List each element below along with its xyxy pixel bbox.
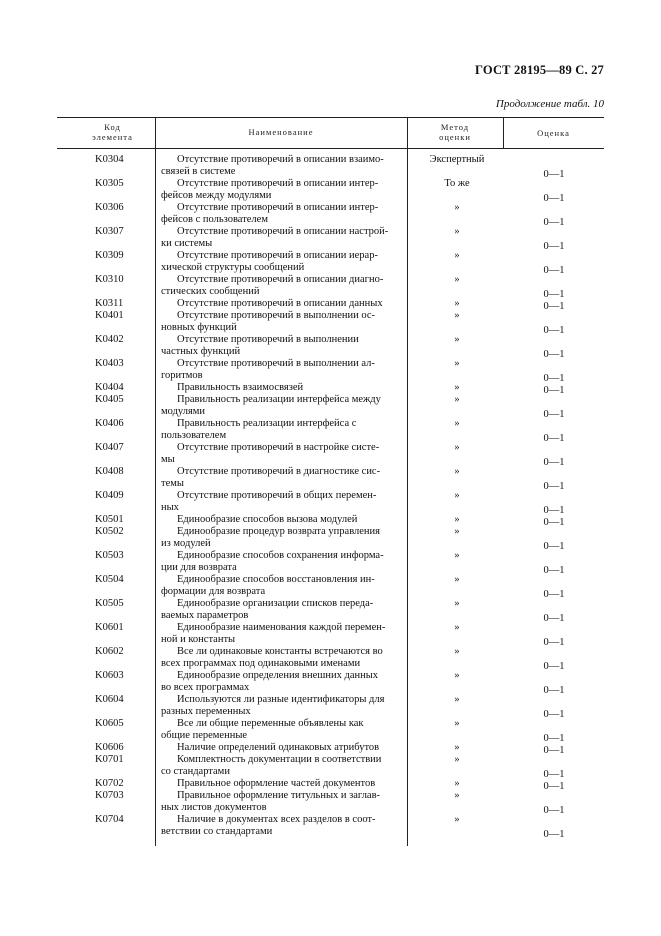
row-score: 0—1 [543,433,565,444]
row-name-line: во всех программах [161,682,250,693]
row-name-line: горитмов [161,370,203,381]
row-code: K0603 [95,670,124,681]
row-code: K0602 [95,646,124,657]
row-name [161,574,400,598]
table-header-rule [57,148,604,149]
column-divider-code [155,117,156,846]
row-score: 0—1 [543,505,565,516]
row-name [161,790,400,814]
row-name-line: новных функций [161,322,237,333]
row-score: 0—1 [543,517,565,528]
row-code: K0402 [95,334,124,345]
row-code: K0703 [95,790,124,801]
row-method: » [454,202,460,213]
row-name [161,226,400,250]
row-score: 0—1 [543,781,565,792]
row-name [161,550,400,574]
row-method: » [454,646,460,657]
row-name-line: ветствии со стандартами [161,826,273,837]
row-code: K0406 [95,418,124,429]
row-name-line: Наличие в документах всех разделов в соот- [177,814,376,825]
row-method: » [454,250,460,261]
row-name-line: формации для возврата [161,586,266,597]
row-name [161,754,400,778]
row-name [161,310,400,334]
row-name-line: Единообразие процедур возврата управления [177,526,380,537]
row-code: K0601 [95,622,124,633]
row-method: » [454,466,460,477]
row-code: K0604 [95,694,124,705]
row-method: » [454,574,460,585]
row-code: K0405 [95,394,124,405]
row-name-line: Единообразие организации списков переда- [177,598,374,609]
row-code: K0409 [95,490,124,501]
row-name-line: Отсутствие противоречий в описании интер- [177,178,379,189]
row-code: K0310 [95,274,124,285]
row-score: 0—1 [543,265,565,276]
row-name [161,358,400,382]
row-name [161,742,400,754]
row-name-line: Отсутствие противоречий в выполнении ос- [177,310,376,321]
row-code: K0307 [95,226,124,237]
row-name-line: ных листов документов [161,802,267,813]
row-code: K0702 [95,778,124,789]
row-name [161,442,400,466]
row-code: K0606 [95,742,124,753]
row-score: 0—1 [543,193,565,204]
row-score: 0—1 [543,805,565,816]
row-name-line: Все ли общие переменные объявлены как [177,718,364,729]
row-name-line: разных переменных [161,706,251,717]
row-name [161,382,400,394]
row-code: K0605 [95,718,124,729]
row-name-line: темы [161,478,184,489]
row-name-line: со стандартами [161,766,230,777]
row-name [161,814,400,838]
row-code: K0311 [95,298,124,309]
row-name-line: Все ли одинаковые константы встречаются во [177,646,383,657]
table-continuation-label: Продолжение табл. 10 [495,98,604,110]
row-code: K0306 [95,202,124,213]
row-method: » [454,490,460,501]
row-method: » [454,334,460,345]
row-name-line: Отсутствие противоречий в описании настрой- [177,226,389,237]
row-name-line: Наличие определений одинаковых атрибутов [177,742,380,753]
row-method: То же [444,178,470,189]
row-score: 0—1 [543,373,565,384]
row-name-line: Отсутствие противоречий в выполнении [177,334,359,345]
row-name-line: ки системы [161,238,213,249]
row-code: K0501 [95,514,124,525]
row-score: 0—1 [543,829,565,840]
column-header-method: Метод оценки [439,122,471,142]
row-code: K0704 [95,814,124,825]
row-name-line: Единообразие определения внешних данных [177,670,379,681]
row-name [161,334,400,358]
row-score: 0—1 [543,301,565,312]
row-name [161,274,400,298]
row-method: » [454,718,460,729]
row-score: 0—1 [543,769,565,780]
column-divider-name [407,117,408,846]
row-name-line: Правильность реализации интерфейса с [177,418,357,429]
row-code: K0304 [95,154,124,165]
row-name [161,154,400,178]
page-header: ГОСТ 28195—89 С. 27 [475,63,604,77]
row-name-line: Правильность реализации интерфейса между [177,394,381,405]
row-code: K0305 [95,178,124,189]
row-score: 0—1 [543,289,565,300]
row-name-line: Отсутствие противоречий в описании интер- [177,202,379,213]
row-name-line: ной и константы [161,634,236,645]
row-score: 0—1 [543,541,565,552]
row-name-line: Отсутствие противоречий в описании иерар- [177,250,378,261]
row-score: 0—1 [543,661,565,672]
row-name-line: хической структуры сообщений [161,262,305,273]
row-score: 0—1 [543,589,565,600]
row-method: » [454,310,460,321]
row-method: » [454,298,460,309]
row-name [161,622,400,646]
row-method: » [454,670,460,681]
row-method: » [454,418,460,429]
row-name-line: ции для возврата [161,562,237,573]
row-name-line: Отсутствие противоречий в описании диагно- [177,274,384,285]
row-code: K0505 [95,598,124,609]
row-score: 0—1 [543,325,565,336]
row-code: K0407 [95,442,124,453]
row-name [161,598,400,622]
row-method: Экспертный [429,154,485,165]
row-name-line: Отсутствие противоречий в выполнении ал- [177,358,375,369]
row-name-line: Отсутствие противоречий в настройке систе- [177,442,380,453]
row-score: 0—1 [543,241,565,252]
row-code: K0403 [95,358,124,369]
row-score: 0—1 [543,481,565,492]
row-code: K0701 [95,754,124,765]
row-method: » [454,694,460,705]
row-method: » [454,598,460,609]
row-score: 0—1 [543,457,565,468]
row-name-line: Единообразие способов вызова модулей [177,514,358,525]
table-top-rule [57,117,604,118]
row-name-line: Отсутствие противоречий в общих перемен- [177,490,377,501]
row-score: 0—1 [543,733,565,744]
row-score: 0—1 [543,709,565,720]
row-method: » [454,382,460,393]
row-name-line: Правильное оформление частей документов [177,778,376,789]
row-name [161,298,400,310]
row-score: 0—1 [543,637,565,648]
row-name-line: Используются ли разные идентификаторы для [177,694,385,705]
row-method: » [454,226,460,237]
row-name [161,514,400,526]
row-name-line: мы [161,454,175,465]
row-name [161,418,400,442]
row-name [161,670,400,694]
row-name-line: Правильность взаимосвязей [177,382,304,393]
row-name-line: Единообразие способов восстановления ин- [177,574,375,585]
row-name-line: из модулей [161,538,211,549]
row-code: K0502 [95,526,124,537]
row-name [161,778,400,790]
row-method: » [454,514,460,525]
row-score: 0—1 [543,409,565,420]
row-name-line: Отсутствие противоречий в диагностике сис- [177,466,381,477]
row-score: 0—1 [543,745,565,756]
row-name [161,490,400,514]
row-score: 0—1 [543,685,565,696]
row-name-line: всех программах под одинаковыми именами [161,658,361,669]
row-code: K0408 [95,466,124,477]
row-name [161,250,400,274]
row-name [161,526,400,550]
row-name [161,646,400,670]
row-method: » [454,742,460,753]
row-name-line: модулями [161,406,206,417]
row-score: 0—1 [543,613,565,624]
row-score: 0—1 [543,169,565,180]
column-header-name: Наименование [248,127,314,137]
row-name-line: Правильное оформление титульных и заглав- [177,790,381,801]
row-method: » [454,622,460,633]
row-score: 0—1 [543,385,565,396]
row-method: » [454,358,460,369]
row-method: » [454,550,460,561]
row-name-line: Отсутствие противоречий в описании данных [177,298,383,309]
row-name-line: частных функций [161,346,241,357]
row-code: K0504 [95,574,124,585]
row-method: » [454,274,460,285]
row-code: K0503 [95,550,124,561]
row-name [161,178,400,202]
row-code: K0401 [95,310,124,321]
row-name-line: стических сообщений [161,286,260,297]
row-name-line: Комплектность документации в соответствии [177,754,382,765]
row-name-line: пользователем [161,430,227,441]
row-name-line: Единообразие способов сохранения информа- [177,550,384,561]
column-header-code: Код элемента [92,122,133,142]
row-code: K0404 [95,382,124,393]
row-name-line: общие переменные [161,730,248,741]
row-name [161,718,400,742]
row-method: » [454,526,460,537]
row-method: » [454,754,460,765]
row-code: K0309 [95,250,124,261]
row-name-line: ных [161,502,179,513]
row-name-line: фейсов между модулями [161,190,272,201]
row-method: » [454,442,460,453]
row-name-line: Единообразие наименования каждой перемен- [177,622,386,633]
row-score: 0—1 [543,565,565,576]
row-name [161,202,400,226]
row-method: » [454,790,460,801]
row-method: » [454,778,460,789]
row-name [161,694,400,718]
row-method: » [454,394,460,405]
row-name-line: фейсов с пользователем [161,214,268,225]
row-score: 0—1 [543,349,565,360]
row-score: 0—1 [543,217,565,228]
row-name-line: связей в системе [161,166,236,177]
row-name-line: ваемых параметров [161,610,249,621]
column-header-score: Оценка [537,128,570,138]
row-name [161,466,400,490]
row-name-line: Отсутствие противоречий в описании взаимо- [177,154,384,165]
row-name [161,394,400,418]
row-method: » [454,814,460,825]
